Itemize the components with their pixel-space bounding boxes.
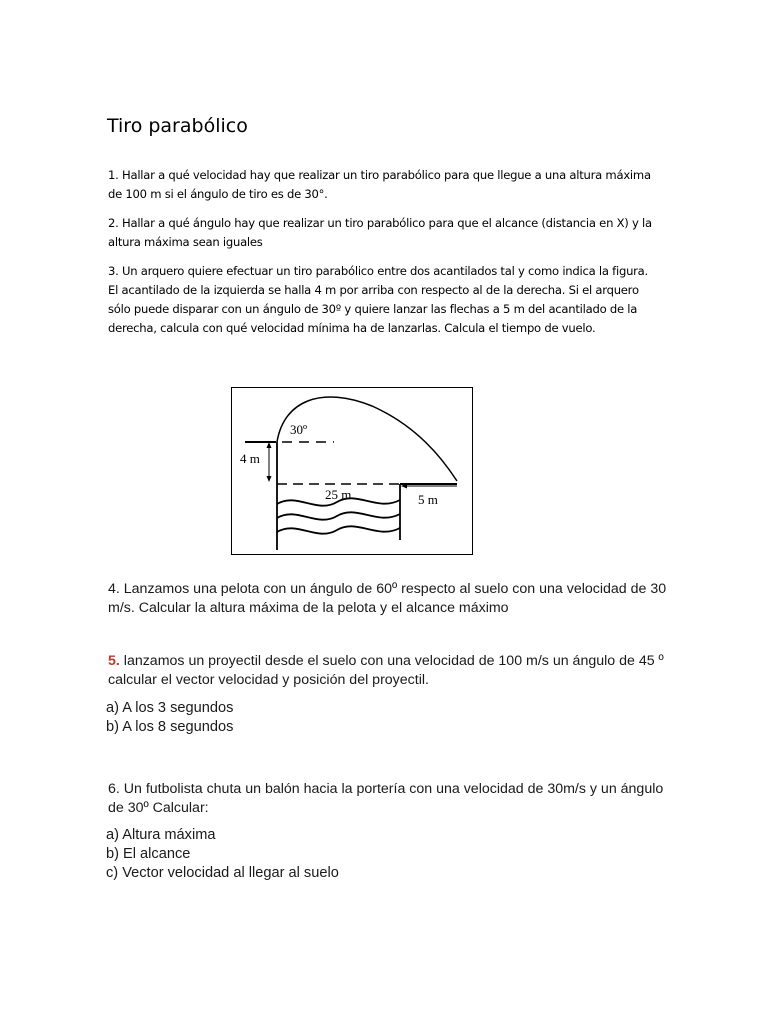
problem-1-line: 1. Hallar a qué velocidad hay que realizar un tiro parabólico para que llegue a una altura máxima	[108, 168, 651, 182]
problem-5-line: lanzamos un proyectil desde el suelo con una velocidad de 100 m/s un ángulo de 45 º	[119, 653, 664, 669]
problem-5	[108, 652, 668, 690]
cliff-diagram-svg	[232, 388, 472, 554]
problem-2-line: altura máxima sean iguales	[108, 235, 263, 249]
water-wave	[277, 512, 400, 519]
problem-1-line: de 100 m si el ángulo de tiro es de 30°.	[108, 187, 328, 201]
water-wave	[277, 526, 400, 533]
problem-6-item: a) Altura máxima	[106, 827, 216, 843]
trajectory-curve	[277, 397, 457, 481]
page-title: Tiro parabólico	[107, 115, 248, 137]
gap-label: 25 m	[325, 487, 352, 502]
problem-4-line: m/s. Calcular la altura máxima de la pelota y el alcance máximo	[108, 600, 509, 616]
problem-5-items	[106, 699, 666, 737]
height-label: 4 m	[240, 451, 260, 466]
problem-5-item: a) A los 3 segundos	[106, 700, 234, 716]
problem-6-line: 6. Un futbolista chuta un balón hacia la portería con una velocidad de 30m/s y un ángulo	[108, 781, 664, 797]
problem-6-item: c) Vector velocidad al llegar al suelo	[106, 865, 339, 881]
problem-3-line: El acantilado de la izquierda se halla 4 m por arriba con respecto al de la derecha. Si el arquero	[108, 283, 639, 297]
problem-3-line: sólo puede disparar con un ángulo de 30º y quiere lanzar las flechas a 5 m del acantilado de la	[108, 302, 638, 316]
problem-3	[108, 262, 668, 338]
problem-6	[108, 780, 668, 818]
problem-6-line: de 30º Calcular:	[108, 800, 209, 816]
problem-2	[108, 214, 668, 252]
angle-label: 30º	[290, 422, 308, 437]
problem-5-line: calcular el vector velocidad y posición del proyectil.	[108, 672, 429, 688]
problem-6-items	[106, 826, 666, 883]
problem-3-line: 3. Un arquero quiere efectuar un tiro parabólico entre dos acantilados tal y como indica la figura.	[108, 264, 648, 278]
problem-1	[108, 166, 668, 204]
problem-5-number: 5.	[108, 653, 120, 669]
problem-3-line: derecha, calcula con qué velocidad mínima ha de lanzarlas. Calcula el tiempo de vuelo.	[108, 321, 596, 335]
problem-5-item: b) A los 8 segundos	[106, 719, 234, 735]
problem-4-line: 4. Lanzamos una pelota con un ángulo de 60º respecto al suelo con una velocidad de 30	[108, 581, 667, 597]
problem-6-item: b) El alcance	[106, 846, 191, 862]
height-arrowhead-down	[267, 476, 272, 482]
problem-4	[108, 580, 668, 618]
distance-label: 5 m	[418, 492, 438, 507]
cliff-diagram	[231, 387, 473, 555]
problem-2-line: 2. Hallar a qué ángulo hay que realizar un tiro parabólico para que el alcance (distancia en X) y la	[108, 216, 652, 230]
